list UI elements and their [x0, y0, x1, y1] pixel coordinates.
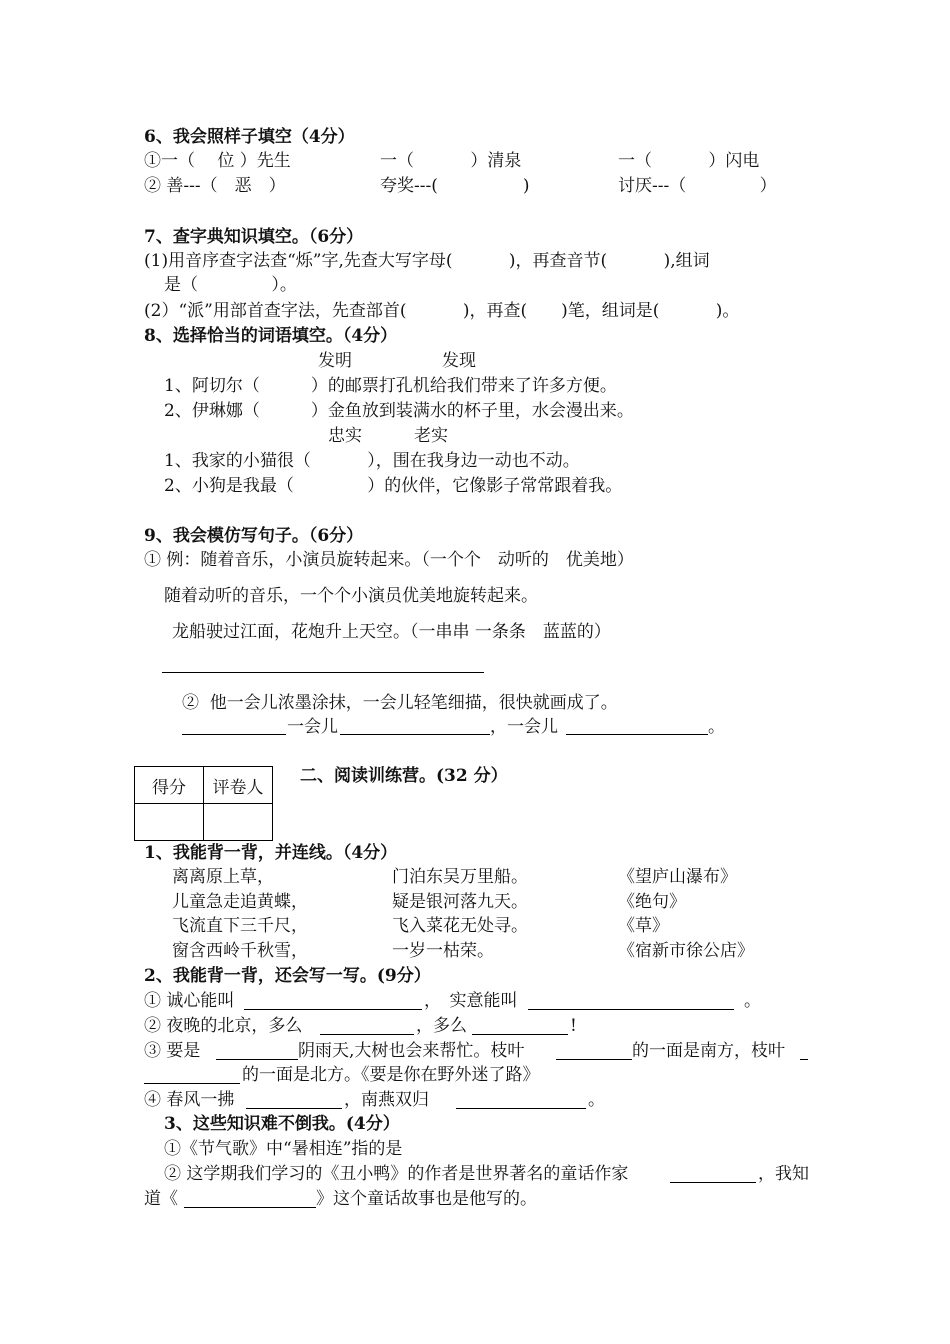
q9-title: 9、我会模仿写句子。（6分）: [144, 526, 364, 546]
q9-task: 龙船驶过江面，花炮升上天空。（一串串 一条条 蓝蓝的）: [172, 622, 611, 642]
q9-example-2: ② 他一会儿浓墨涂抹，一会儿轻笔细描，很快就画成了。: [182, 693, 618, 713]
r1-c1-4[interactable]: 窗含西岭千秋雪，: [172, 941, 308, 961]
r2-blank-3[interactable]: [320, 1034, 414, 1035]
r2-l3b: 阴雨天,大树也会来帮忙。枝叶: [298, 1041, 525, 1061]
r3-l1: ①《节气歌》中“暑相连”指的是: [164, 1139, 403, 1159]
r2-l3a: ③ 要是: [144, 1041, 201, 1061]
r2-blank-8[interactable]: [246, 1108, 342, 1109]
r2-title: 2、我能背一背，还会写一写。(9分）: [144, 966, 431, 986]
q9-answer-line[interactable]: [162, 672, 484, 673]
q8-s3: 1、我家的小猫很（ ），围在我身边一动也不动。: [164, 451, 580, 471]
r2-l1c: 。: [744, 991, 761, 1011]
q6-r2-c2: 夸奖---( ): [380, 176, 530, 196]
r3-blank-1[interactable]: [670, 1182, 756, 1183]
r1-c2-3[interactable]: 飞入菜花无处寻。: [392, 916, 528, 936]
r2-l3c: 的一面是南方，枝叶: [632, 1041, 785, 1061]
grader-header: 评卷人: [204, 767, 273, 804]
q7-line1: (1)用音序查字法查“烁”字,先查大写字母( )，再查音节( ),组词: [144, 251, 710, 271]
r2-blank-4[interactable]: [472, 1034, 568, 1035]
q6-r2-c1: ② 善---（ 恶 ）: [144, 176, 286, 196]
r3-l2b: ，我知: [758, 1164, 809, 1184]
q6-r2-c3: 讨厌---（ ）: [618, 176, 777, 196]
r2-blank-9[interactable]: [456, 1108, 586, 1109]
r1-c3-3[interactable]: 《草》: [618, 916, 669, 936]
r2-l2b: ，多么: [416, 1016, 467, 1036]
r2-blank-7-start[interactable]: [800, 1059, 808, 1060]
q6-r1-c3: 一（ ）闪电: [618, 151, 760, 171]
q8-s1: 1、阿切尔（ ）的邮票打孔机给我们带来了许多方便。: [164, 376, 617, 396]
r1-c3-2[interactable]: 《绝句》: [618, 892, 686, 912]
r3-l3b: 》这个童话故事也是他写的。: [316, 1189, 537, 1209]
score-cell[interactable]: [135, 804, 204, 841]
r1-c2-2[interactable]: 疑是银河落九天。: [392, 892, 528, 912]
r2-l1b: ， 实意能叫: [424, 991, 518, 1011]
q7-title: 7、查字典知识填空。（6分）: [144, 227, 364, 247]
r1-title: 1、我能背一背，并连线。（4分）: [144, 843, 398, 863]
r1-c2-4[interactable]: 一岁一枯荣。: [392, 941, 494, 961]
r1-c2-1[interactable]: 门泊东吴万里船。: [392, 867, 528, 887]
q9-blank-1[interactable]: [182, 734, 286, 735]
q7-line2: 是（ ）。: [164, 275, 297, 295]
q8-word-1: 发明: [318, 351, 352, 371]
section2-title: 二、阅读训练营。(32 分）: [300, 766, 508, 786]
q6-r1-c1: ①一（ 位 ）先生: [144, 151, 291, 171]
r2-blank-7[interactable]: [144, 1083, 240, 1084]
grader-cell[interactable]: [204, 804, 273, 841]
r1-c1-1[interactable]: 离离原上草，: [172, 867, 274, 887]
q9-example-answer: 随着动听的音乐，一个个小演员优美地旋转起来。: [164, 586, 538, 606]
q6-r1-c2: 一（ ）清泉: [380, 151, 522, 171]
q6-title: 6、我会照样子填空（4分）: [144, 127, 355, 147]
r2-l4a: 的一面是北方。《要是你在野外迷了路》: [242, 1065, 540, 1085]
r2-l1a: ① 诚心能叫: [144, 991, 235, 1011]
q8-word-4: 老实: [414, 426, 448, 446]
q9-fill-b: ，一会儿: [490, 717, 558, 737]
r2-l5a: ④ 春风一拂: [144, 1090, 235, 1110]
q8-word-3: 忠实: [328, 426, 362, 446]
q9-fill-a: 一会儿: [287, 717, 338, 737]
q7-line3: (2）“派”用部首查字法，先查部首( )，再查( )笔，组词是( )。: [144, 301, 740, 321]
r1-c3-1[interactable]: 《望庐山瀑布》: [618, 867, 737, 887]
q8-title: 8、选择恰当的词语填空。（4分）: [144, 326, 398, 346]
r2-l5c: 。: [588, 1090, 605, 1110]
q9-blank-2[interactable]: [340, 734, 490, 735]
r2-l5b: ，南燕双归: [344, 1090, 429, 1110]
r2-blank-2[interactable]: [528, 1009, 734, 1010]
r1-c1-3[interactable]: 飞流直下三千尺，: [172, 916, 308, 936]
r3-blank-2[interactable]: [184, 1207, 316, 1208]
r2-l2c: !: [570, 1016, 577, 1036]
score-header: 得分: [135, 767, 204, 804]
q9-blank-3[interactable]: [566, 734, 708, 735]
q8-s4: 2、小狗是我最（ ）的伙伴，它像影子常常跟着我。: [164, 476, 623, 496]
r2-blank-1[interactable]: [244, 1009, 422, 1010]
r3-l2a: ② 这学期我们学习的《丑小鸭》的作者是世界著名的童话作家: [164, 1164, 629, 1184]
q9-example: ① 例：随着音乐，小演员旋转起来。（一个个 动听的 优美地）: [144, 550, 634, 570]
r1-c1-2[interactable]: 儿童急走追黄蝶，: [172, 892, 308, 912]
r2-blank-5[interactable]: [216, 1059, 298, 1060]
r2-blank-6[interactable]: [556, 1059, 632, 1060]
q8-word-2: 发现: [442, 351, 476, 371]
r3-title: 3、这些知识难不倒我。(4分）: [164, 1114, 400, 1134]
r1-c3-4[interactable]: 《宿新市徐公店》: [618, 941, 754, 961]
r3-l3a: 道《: [144, 1189, 178, 1209]
q8-s2: 2、伊琳娜（ ）金鱼放到装满水的杯子里，水会漫出来。: [164, 401, 634, 421]
q9-fill-end: 。: [708, 717, 725, 737]
r2-l2a: ② 夜晚的北京，多么: [144, 1016, 303, 1036]
score-table: [134, 766, 273, 841]
